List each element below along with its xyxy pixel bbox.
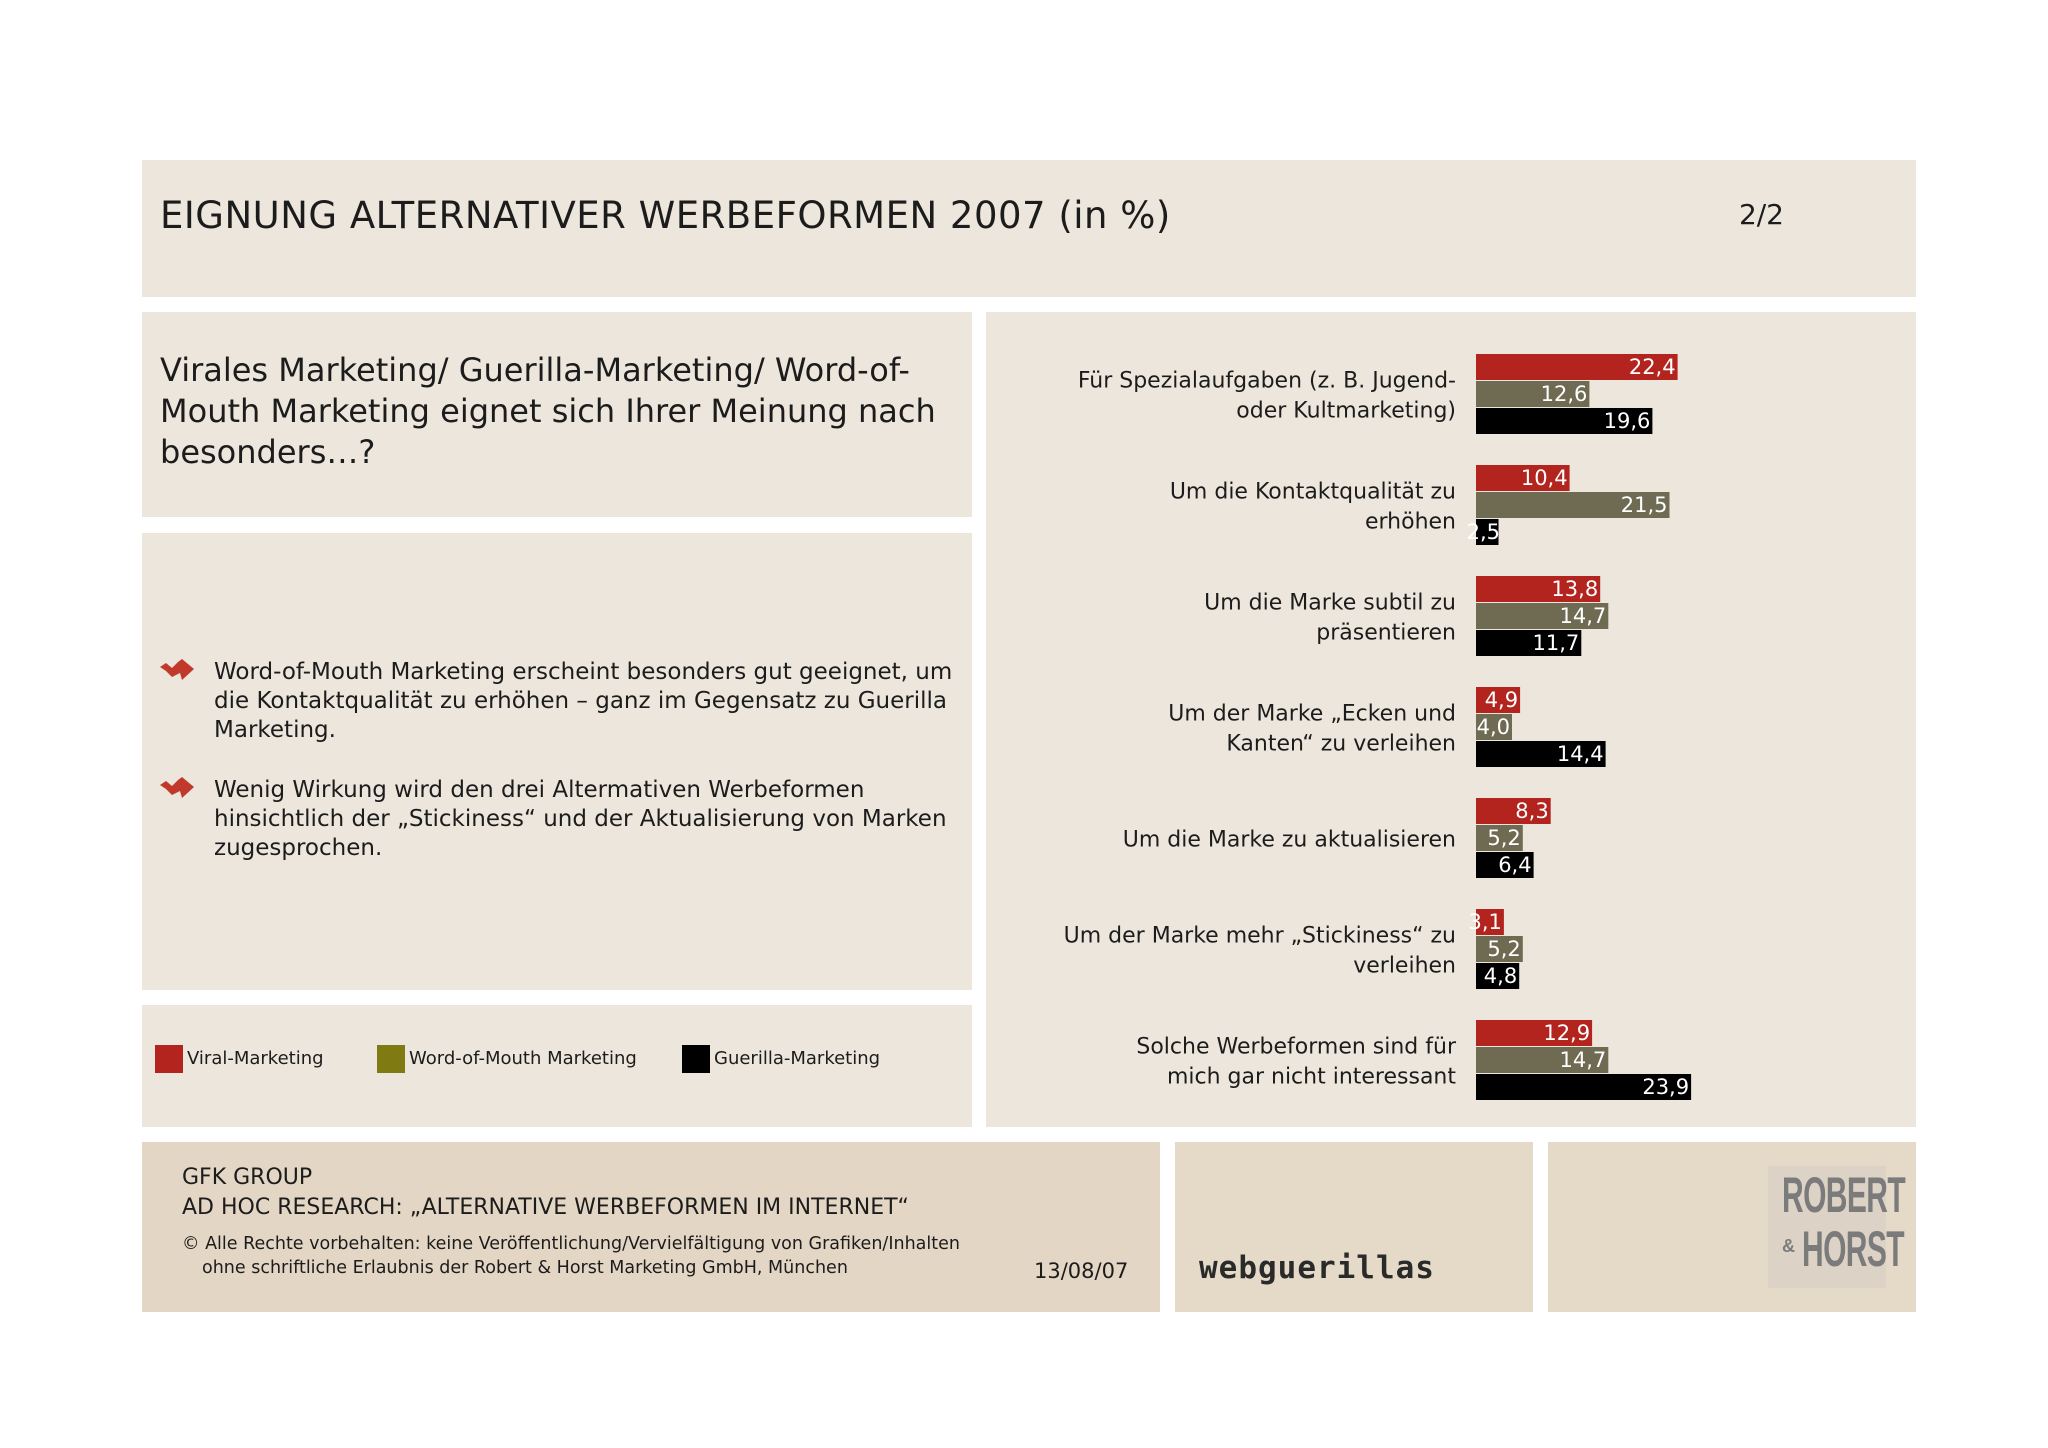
bar-value-label: 10,4 [1520, 466, 1568, 490]
legend-label: Guerilla-Marketing [714, 1048, 881, 1069]
page-number: 2/2 [1738, 198, 1784, 231]
footer-study: AD HOC RESEARCH: „ALTERNATIVE WERBEFORMEN IM INTERNET“ [182, 1195, 909, 1220]
legend-swatch [682, 1045, 710, 1073]
logo-text: HORST [1802, 1221, 1904, 1277]
logo-text: & [1782, 1236, 1795, 1256]
bar-value-label: 13,8 [1551, 577, 1599, 601]
arrow-bullet-icon [160, 659, 194, 681]
findings-panel [142, 533, 972, 990]
footer-logo-panel [1548, 1142, 1916, 1312]
category-label: Um die Marke subtil zu präsentieren [1204, 590, 1456, 646]
bar-value-label: 5,2 [1487, 937, 1521, 961]
category-label: Für Spezialaufgaben (z. B. Jugend-oder Kultmarketing) [1077, 368, 1456, 424]
bar-value-label: 4,8 [1483, 964, 1518, 988]
bar-value-label: 22,4 [1628, 355, 1676, 379]
footer-date: 13/08/07 [1034, 1259, 1129, 1283]
logo-text: ROBERT [1782, 1167, 1906, 1223]
webguerillas-logo: webguerillas [1199, 1250, 1435, 1286]
footer-copyright: © Alle Rechte vorbehalten: keine Veröffentlichung/Vervielfältigung von Grafiken/Inhalten [182, 1234, 960, 1254]
category-label: Solche Werbeformen sind für mich gar nicht interessant [1136, 1034, 1456, 1090]
legend-label: Viral-Marketing [187, 1048, 324, 1069]
question-panel [142, 312, 972, 517]
bar-value-label: 5,2 [1487, 826, 1521, 850]
legend-swatch [377, 1045, 405, 1073]
legend-panel [142, 1005, 972, 1127]
bar-chart [986, 312, 1916, 1127]
footer-company: GFK GROUP [182, 1165, 313, 1190]
bar-value-label: 4,9 [1484, 688, 1519, 712]
finding-text: Wenig Wirkung wird den drei Altermativen Werbeformen hinsichtlich der „Stickiness“ und der Aktualisierung von Marken zugesprochen. [214, 777, 947, 861]
bar-value-label: 19,6 [1603, 409, 1651, 433]
bar-value-label: 3,1 [1468, 910, 1502, 934]
bar-value-label: 4,0 [1476, 715, 1510, 739]
finding-text: Word-of-Mouth Marketing erscheint besonders gut geeignet, um die Kontaktqualität zu erhöhen – ganz im Gegensatz zu Guerilla Marketing. [214, 659, 953, 743]
bar-value-label: 23,9 [1642, 1075, 1690, 1099]
category-label: Um der Marke „Ecken und Kanten“ zu verleihen [1168, 701, 1456, 757]
bar-value-label: 6,4 [1498, 853, 1532, 877]
survey-question: Virales Marketing/ Guerilla-Marketing/ Word-of-Mouth Marketing eignet sich Ihrer Meinung nach besonders…? [160, 351, 936, 471]
bar-value-label: 8,3 [1515, 799, 1549, 823]
category-label: Um die Kontaktqualität zu erhöhen [1169, 479, 1456, 535]
bar-value-label: 14,4 [1556, 742, 1604, 766]
finding-item [160, 776, 950, 866]
bar-value-label: 12,9 [1543, 1021, 1591, 1045]
arrow-bullet-icon [160, 777, 194, 799]
bar-value-label: 14,7 [1559, 604, 1607, 628]
bar-value-label: 2,5 [1466, 520, 1500, 544]
bar-value-label: 14,7 [1559, 1048, 1607, 1072]
robert-horst-logo [1768, 1166, 1906, 1288]
bar-value-label: 11,7 [1532, 631, 1580, 655]
bar-value-label: 12,6 [1540, 382, 1588, 406]
category-label: Um die Marke zu aktualisieren [1122, 827, 1456, 853]
finding-item [160, 658, 953, 748]
footer-source-panel [142, 1142, 1160, 1312]
category-label: Um der Marke mehr „Stickiness“ zu verleihen [1063, 923, 1456, 979]
title-panel [142, 160, 1916, 297]
footer-copyright: ohne schriftliche Erlaubnis der Robert & Horst Marketing GmbH, München [202, 1258, 848, 1278]
bar-value-label: 21,5 [1620, 493, 1668, 517]
footer-logo-panel [1175, 1142, 1533, 1312]
chart-panel [986, 312, 1916, 1127]
legend-swatch [155, 1045, 183, 1073]
legend-label: Word-of-Mouth Marketing [409, 1048, 637, 1069]
page-title: EIGNUNG ALTERNATIVER WERBEFORMEN 2007 (in %) [160, 194, 1171, 237]
